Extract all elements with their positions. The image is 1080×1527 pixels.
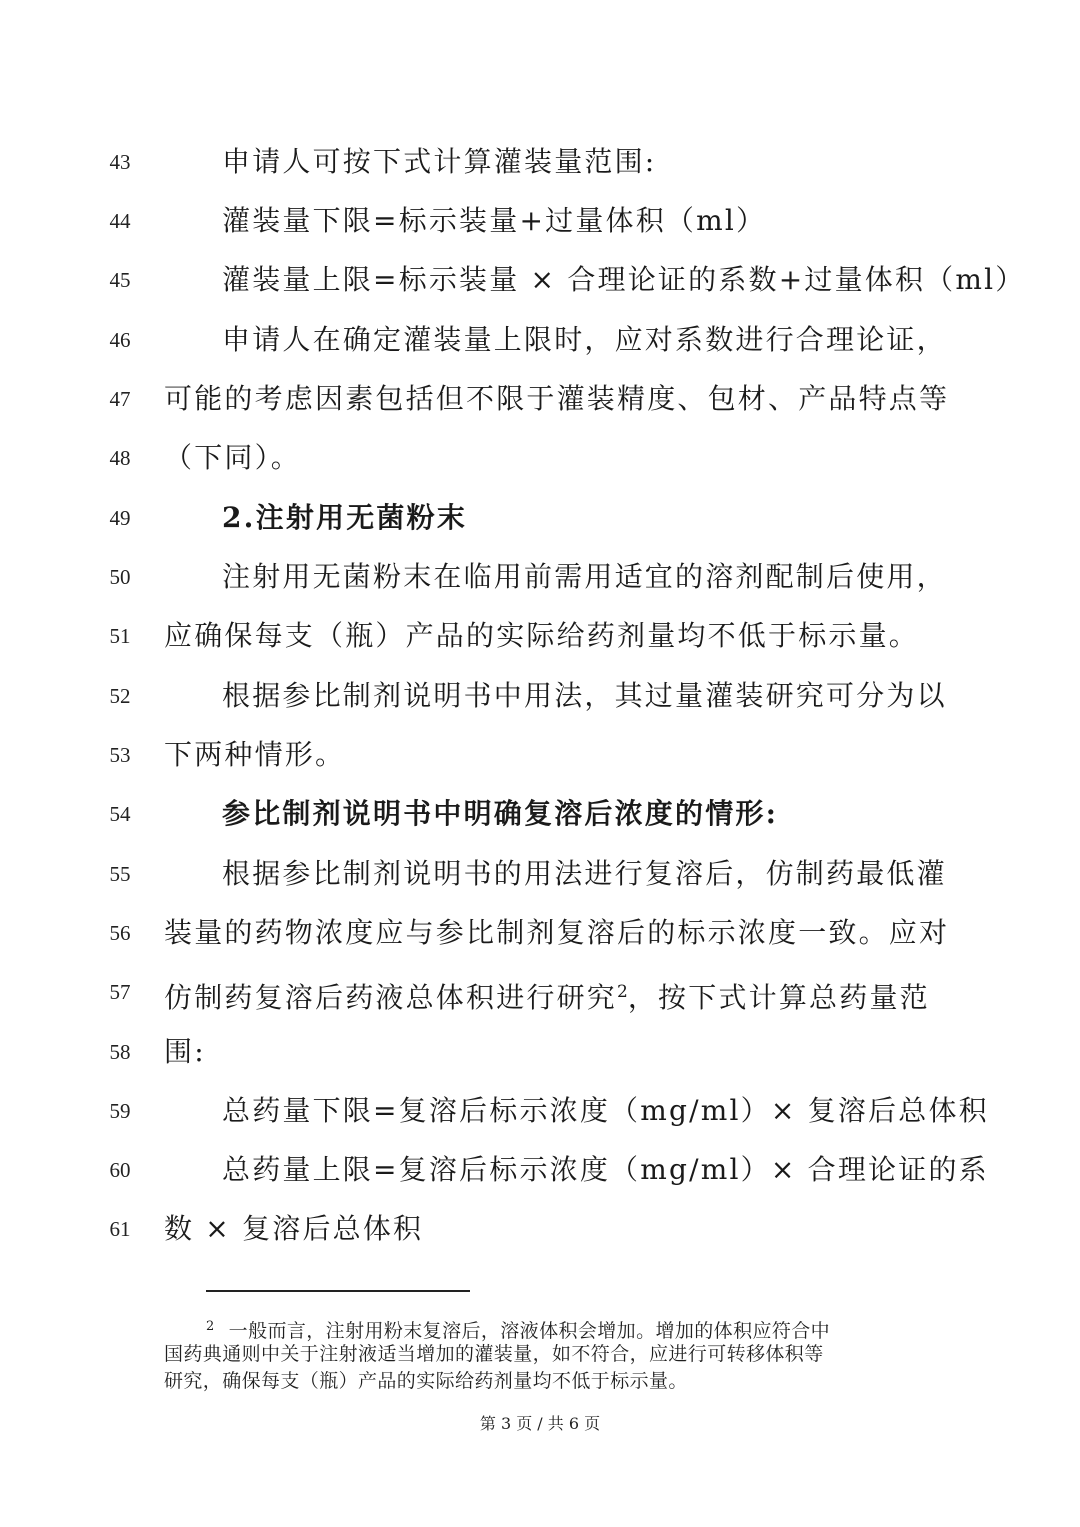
footnote-number: 2 xyxy=(206,1319,215,1334)
line-number: 60 xyxy=(109,1158,131,1182)
body-line: 总药量下限=复溶后标示浓度（mg/ml）× 复溶后总体积 xyxy=(222,1094,989,1127)
body-line: 灌装量上限=标示装量 × 合理论证的系数+过量体积（ml） xyxy=(222,263,1026,296)
body-line: 装量的药物浓度应与参比制剂复溶后的标示浓度一致。应对 xyxy=(164,916,950,949)
body-line: 总药量上限=复溶后标示浓度（mg/ml）× 合理论证的系 xyxy=(222,1153,989,1186)
line-number: 47 xyxy=(109,387,131,411)
body-line: 围: xyxy=(164,1035,206,1068)
line-number: 46 xyxy=(109,328,131,352)
footnote-line: 研究，确保每支（瓶）产品的实际给药剂量均不低于标示量。 xyxy=(164,1370,688,1392)
section-heading: 2.注射用无菌粉末 xyxy=(222,501,468,534)
page-number-footer: 第 3 页 / 共 6 页 xyxy=(479,1414,601,1433)
body-text: ，按下式计算总药量范 xyxy=(627,981,930,1014)
line-number: 43 xyxy=(109,150,131,174)
line-number: 44 xyxy=(109,209,131,233)
footnote-line xyxy=(206,1314,966,1344)
body-line: 注射用无菌粉末在临用前需用适宜的溶剂配制后使用， xyxy=(222,560,947,593)
body-line: 根据参比制剂说明书中用法，其过量灌装研究可分为以 xyxy=(222,679,947,712)
line-number: 61 xyxy=(109,1217,131,1241)
body-line: 应确保每支（瓶）产品的实际给药剂量均不低于标示量。 xyxy=(164,619,920,652)
body-line: 可能的考虑因素包括但不限于灌装精度、包材、产品特点等 xyxy=(164,382,950,415)
body-line xyxy=(164,974,930,1016)
footnote-separator xyxy=(206,1290,470,1292)
body-line: 申请人在确定灌装量上限时，应对系数进行合理论证， xyxy=(222,323,947,356)
line-number: 50 xyxy=(109,565,131,589)
line-number: 52 xyxy=(109,684,131,708)
line-number: 53 xyxy=(109,743,131,767)
line-number: 48 xyxy=(109,446,131,470)
line-number: 54 xyxy=(109,802,131,826)
line-number: 58 xyxy=(109,1040,131,1064)
body-line: 根据参比制剂说明书的用法进行复溶后，仿制药最低灌 xyxy=(222,857,947,890)
body-line: 下两种情形。 xyxy=(164,738,346,771)
footnote-text: 一般而言，注射用粉末复溶后，溶液体积会增加。增加的体积应符合中 xyxy=(228,1320,831,1342)
body-text: 仿制药复溶后药液总体积进行研究 xyxy=(164,981,618,1014)
body-line: 灌装量下限=标示装量+过量体积（ml） xyxy=(222,204,767,237)
line-number: 57 xyxy=(109,980,131,1004)
body-line: （下同）。 xyxy=(164,441,302,474)
footnote-line: 国药典通则中关于注射液适当增加的灌装量，如不符合，应进行可转移体积等 xyxy=(164,1343,824,1365)
line-number: 56 xyxy=(109,921,131,945)
line-number: 55 xyxy=(109,862,131,886)
line-number: 49 xyxy=(109,506,131,530)
line-number: 51 xyxy=(109,624,131,648)
body-line: 数 × 复溶后总体积 xyxy=(164,1212,424,1245)
footnote-reference[interactable]: 2 xyxy=(617,982,628,1002)
line-number: 45 xyxy=(109,268,131,292)
line-number: 59 xyxy=(109,1099,131,1123)
body-line: 申请人可按下式计算灌装量范围: xyxy=(222,145,657,178)
subsection-heading: 参比制剂说明书中明确复溶后浓度的情形: xyxy=(222,797,779,830)
